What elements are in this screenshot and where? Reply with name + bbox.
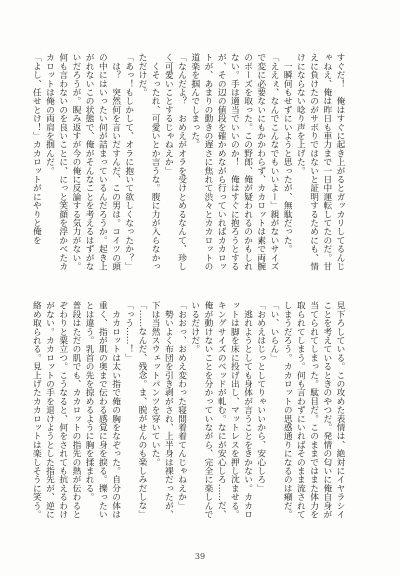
text-column: 俺が動けないことを分かっていながら、完全に楽しんで [202,301,213,519]
text-column: 「おおっ、おめえ変わった寝間着着てんじゃねえか」 [176,301,187,510]
text-column: 「おめえはじっとしてりゃいいから、安心しろ」 [255,301,266,493]
text-column: ットは脚を床に投げ出し、マットレスを押し沈ませる。 [229,301,240,519]
text-column: 「っう……！」 [123,301,134,362]
text-column: いるだけだ。 [189,301,200,354]
text-column: 一瞬何もせずにいようと思ったが、無駄だった。 [282,53,293,254]
text-column: のポーズを取った。この野郎、俺が疑われるのかもしれ [242,53,253,271]
text-column: くそったれ、可愛いとか言うな。腹に力が入らなかっ [150,53,161,271]
text-column: けにならない唸り声を上げた。 [295,53,306,175]
text-column: 当てられてしまった。駄目だ。このままではまた体力を [308,301,319,519]
text-column: 勢いよく布団を引き剥がされ、上半身は裸だったが、 [163,301,174,519]
text-column: く可愛いことするじゃねえか」 [163,53,174,175]
text-column: 「……なんだ、残念。ま、脱がせんのも楽しみだしな」 [136,301,147,519]
text-column: の中にはいったい何が詰まっているんだろうか。起き上 [97,53,108,271]
text-column: ただけだ。 [136,53,147,97]
text-column: トが、あまりの動きの遅さに焦れて渋々とカカロットの [202,53,213,271]
text-column: カカロットは太い指で俺の胸をなぞった。自分の体は [110,301,121,519]
text-column: ことを考えているときのやつだ。発情の匂いに俺自身が [321,301,332,519]
text-column: すぐだ！ 俺はすぐに起き上がるとガッカリしてるんじ [335,53,345,271]
text-column: 「あっ！もしかして、オラに抱いて欲しくなったか？」 [123,53,134,271]
page-number: 39 [194,552,206,561]
text-column: 絡め取られる。見上げたカカロットは楽しそうに笑う。 [31,301,42,519]
text-column: えに負けたのがサボりではないと証明するためにも、情 [308,53,319,271]
text-column: 逃れようとしても身体が言うことをきかない。カカロ [242,301,253,519]
text-column: ない。手は適当でいいのか！ 俺はすぐに抱ろうとする [229,53,240,271]
lower-text-tier [28,301,346,529]
text-column: が、その辺の値段を確かめながら行っていればカカロッ [216,53,227,271]
text-column: いだろうが。睨み返すが今の俺に反論する気力がない。 [70,53,81,271]
text-column: は？ 突然何を言いだすんだ、この男は。コイツの頭 [110,53,121,271]
text-column: カロットは俺の両肩を掴んだ。 [44,53,55,175]
text-column: 普段はただの肌でも、カカロットの指先の熱が伝わると [70,301,81,519]
text-column: がない。カカロットの手を退けようとした指先が、逆に [44,301,55,519]
text-column: ゃねえ、俺は昨日も車力まで一日中運転してたのだ。甘 [321,53,332,271]
text-column: 重く、指が肌の奥まで伝わる感覚に身を捩る。擽ったい [97,301,108,519]
text-column: 下は当然スウェットパンツを穿いていた。 [150,301,161,467]
text-column: で変に必要ないにもかかわらず、カカロットは素で両腕 [255,53,266,271]
text-column: 取られてしまう。何も言わずにいればそのまま流されて [295,301,306,519]
text-column: がれないこの状態で、俺がそんなことを考えるはずがな [84,53,95,271]
text-column: 見下ろしている。この攻めた表情は、絶対にイヤラシイ [335,301,345,519]
text-column: キングサイズのベッドが軋む。なにが安心しろ……だ、 [216,301,227,519]
text-column: 道楽を掴んでしまった。 [189,53,200,149]
upper-text-tier [28,53,346,275]
text-column: 「よし、任せとけ！」カカロットがにやりと俺を [31,53,42,245]
text-column: とは違う。乳首の先を掠めるように胸を揉まれる。 [84,301,95,502]
text-column: しまうだろう。カカロットの思惑通りになるのは癪だ。 [282,301,293,519]
text-column: 「なんだよ？ おめえがオラを受けとめるなんて、珍し [176,53,187,271]
text-column: ぞわりと粟立つ。こうなると、何をされても抗えるわけ [57,301,68,519]
text-column: 「ええぇ、なんでこんなでもいいよー」親がないサイズ [268,53,279,271]
text-column: 何も言わないのを良いことに、にっと笑顔を浮かべたカ [57,53,68,271]
text-column: 「い、いらん」 [268,301,279,362]
